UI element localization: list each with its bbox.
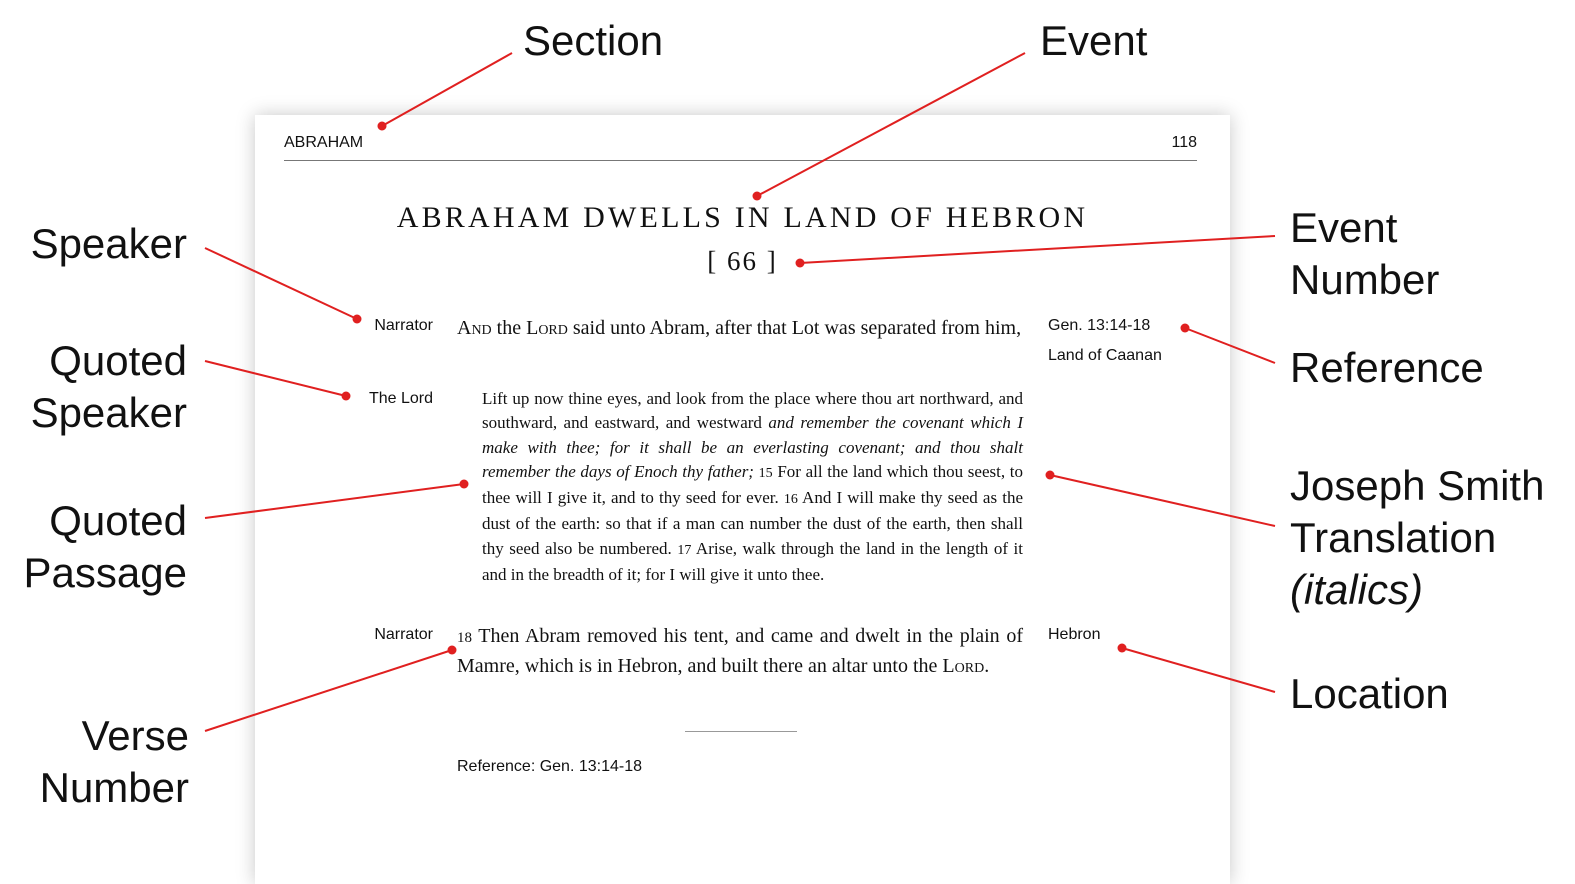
event-number: [ 66 ] [707, 246, 778, 276]
line-location [1122, 648, 1275, 692]
dot-location [1118, 644, 1127, 653]
jst-italics: and remember the covenant which I make with thee; for it shall be an everlasting covenant; and thou shalt remember the days of Enoch thy father; [482, 413, 1023, 481]
quote-part-1: Lift up now thine eyes, and look from the place where thou art northward, and southward, and eastward, and westward [482, 389, 1023, 433]
dot-event-number [796, 259, 805, 268]
location-side-1: Land of Caanan [1048, 347, 1162, 364]
line-speaker [205, 248, 357, 319]
location-side-2: Hebron [1048, 626, 1101, 643]
line-verse-number [205, 650, 452, 731]
page-number: 118 [1171, 134, 1197, 151]
quote-part-4: Arise, walk through the land in the length of it and in the breadth of it; for I will give it unto thee. [482, 538, 1023, 585]
label-jst-line3: (italics) [1290, 566, 1423, 613]
narration-1-the: the [491, 317, 527, 339]
label-quoted-passage-line2: Passage [23, 549, 187, 596]
dot-speaker [353, 315, 362, 324]
label-event: Event [1040, 17, 1148, 64]
section-header: ABRAHAM [284, 134, 364, 151]
lord-smallcaps-2: Lord [942, 655, 985, 677]
label-quoted-speaker [31, 335, 187, 439]
label-jst-line2: Translation [1290, 514, 1497, 561]
line-event-number [800, 236, 1275, 263]
dot-reference [1181, 324, 1190, 333]
verse-number-18: 18 [457, 630, 472, 646]
label-verse-number-line2: Number [39, 764, 189, 811]
label-quoted-passage-line1: Quoted [49, 497, 187, 544]
speaker-narrator-1: Narrator [374, 317, 433, 334]
verse-number-17: 17 [677, 542, 692, 558]
label-reference: Reference [1290, 344, 1484, 391]
line-reference [1185, 328, 1275, 363]
label-speaker: Speaker [30, 220, 187, 267]
line-quoted-speaker [205, 361, 346, 396]
label-quoted-speaker-line2: Speaker [30, 389, 187, 436]
speaker-narrator-2: Narrator [374, 626, 433, 643]
label-event-number-line2: Number [1290, 256, 1440, 303]
label-jst-line1: Joseph Smith [1290, 462, 1545, 509]
narration-2-text: Then Abram removed his tent, and came and dwelt in the plain of Mamre, which is in Hebron, and built there an altar unto the [457, 625, 1023, 677]
label-jst [1290, 460, 1544, 616]
label-verse-number [40, 710, 189, 814]
label-section: Section [523, 17, 664, 64]
and-smallcaps: And [457, 317, 492, 339]
event-title: ABRAHAM DWELLS IN LAND OF HEBRON [396, 201, 1089, 234]
verse-number-16: 16 [783, 492, 798, 508]
label-location: Location [1290, 670, 1449, 717]
lord-smallcaps: Lord [526, 317, 568, 339]
quote-part-2: For all the land which thou seest, to thee will I give it, and to thy seed for ever. [482, 461, 1023, 508]
line-jst [1050, 475, 1275, 526]
verse-number-15: 15 [758, 465, 773, 481]
footer-reference: Reference: Gen. 13:14-18 [457, 758, 643, 775]
label-quoted-speaker-line1: Quoted [49, 337, 187, 384]
dot-quoted-speaker [342, 392, 351, 401]
label-event-number-line1: Event [1290, 204, 1398, 251]
dot-jst [1046, 471, 1055, 480]
narration-1-text: said unto Abram, after that Lot was separated from him, [567, 317, 1022, 339]
dot-quoted-passage [460, 480, 469, 489]
dot-section [378, 122, 387, 131]
line-quoted-passage [205, 484, 464, 518]
reference-side: Gen. 13:14-18 [1048, 317, 1151, 334]
quoted-speaker: The Lord [368, 390, 433, 407]
dot-event [753, 192, 762, 201]
label-quoted-passage [24, 495, 187, 599]
quote-part-3: And I will make thy seed as the dust of the earth: so that if a man can number the dust of the earth, then shall thy seed also be numbered. [482, 488, 1023, 558]
line-event [757, 53, 1025, 196]
label-event-number [1290, 202, 1439, 306]
narration-2-end: . [984, 655, 990, 677]
label-verse-number-line1: Verse [81, 712, 189, 759]
line-section [382, 53, 512, 126]
dot-verse-number [448, 646, 457, 655]
